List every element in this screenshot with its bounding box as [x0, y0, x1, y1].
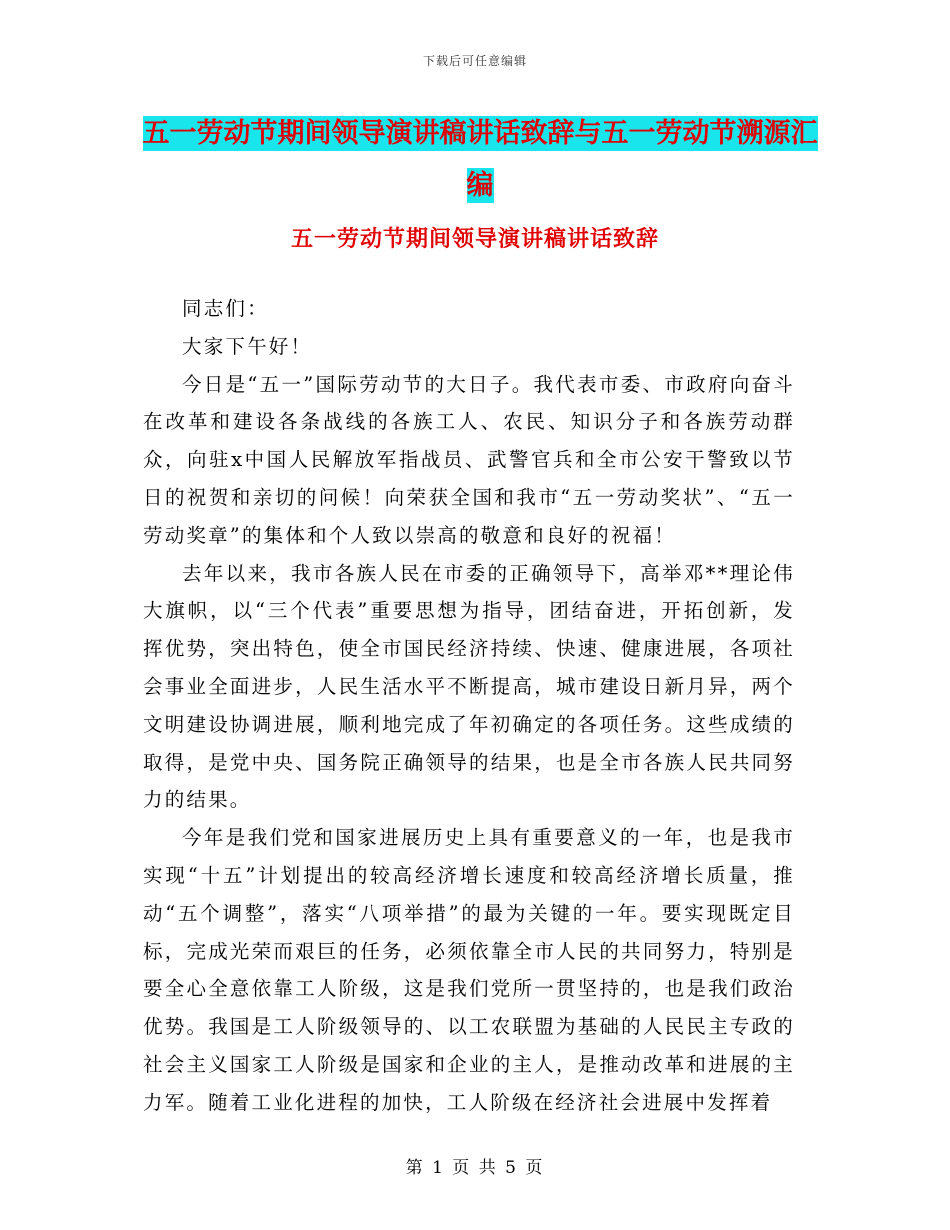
paragraph: 今日是“五一”国际劳动节的大日子。我代表市委、市政府向奋斗在改革和建设各条战线的各族工人、农民、知识分子和各族劳动群众，向驻x中国人民解放军指战员、武警官兵和全市公安干警致以节日的祝贺和亲切的问候！向荣获全国和我市“五一劳动奖状”、“五一劳动奖章”的集体和个人致以崇高的敬意和良好的祝福！ — [143, 372, 795, 547]
main-title — [140, 108, 820, 212]
body-text — [143, 290, 795, 1122]
paragraph: 去年以来，我市各族人民在市委的正确领导下，高举邓**理论伟大旗帜，以“三个代表”重要思想为指导，团结奋进，开拓创新，发挥优势，突出特色，使全市国民经济持续、快速、健康进展，各项社会事业全面进步，人民生活水平不断提高，城市建设日新月异，两个文明建设协调进展，顺利地完成了年初确定的各项任务。这些成绩的取得，是党中央、国务院正确领导的结果，也是全市各族人民共同努力的结果。 — [143, 561, 795, 812]
page-footer: 第 1 页 共 5 页 — [405, 1158, 545, 1178]
section-title: 五一劳动节期间领导演讲稿讲话致辞 — [290, 227, 659, 252]
paragraph-greeting: 大家下午好！ — [182, 334, 313, 358]
main-title-text: 五一劳动节期间领导演讲稿讲话致辞与五一劳动节溯源汇编 — [142, 118, 818, 201]
paragraph: 今年是我们党和国家进展历史上具有重要意义的一年，也是我市实现“十五”计划提出的较高经济增长速度和较高经济增长质量，推动“五个调整”，落实“八项举措”的最为关键的一年。要实现既定目标，完成光荣而艰巨的任务，必须依靠全市人民的共同努力，特别是要全心全意依靠工人阶级，这是我们党所一贯坚持的，也是我们政治优势。我国是工人阶级领导的、以工农联盟为基础的人民民主专政的社会主义国家工人阶级是国家和企业的主人，是推动改革和进展的主力军。随着工业化进程的加快，工人阶级在经济社会进展中发挥着 — [143, 826, 795, 1114]
paragraph-salutation: 同志们： — [182, 297, 269, 320]
header-note: 下载后可任意编辑 — [422, 54, 527, 68]
